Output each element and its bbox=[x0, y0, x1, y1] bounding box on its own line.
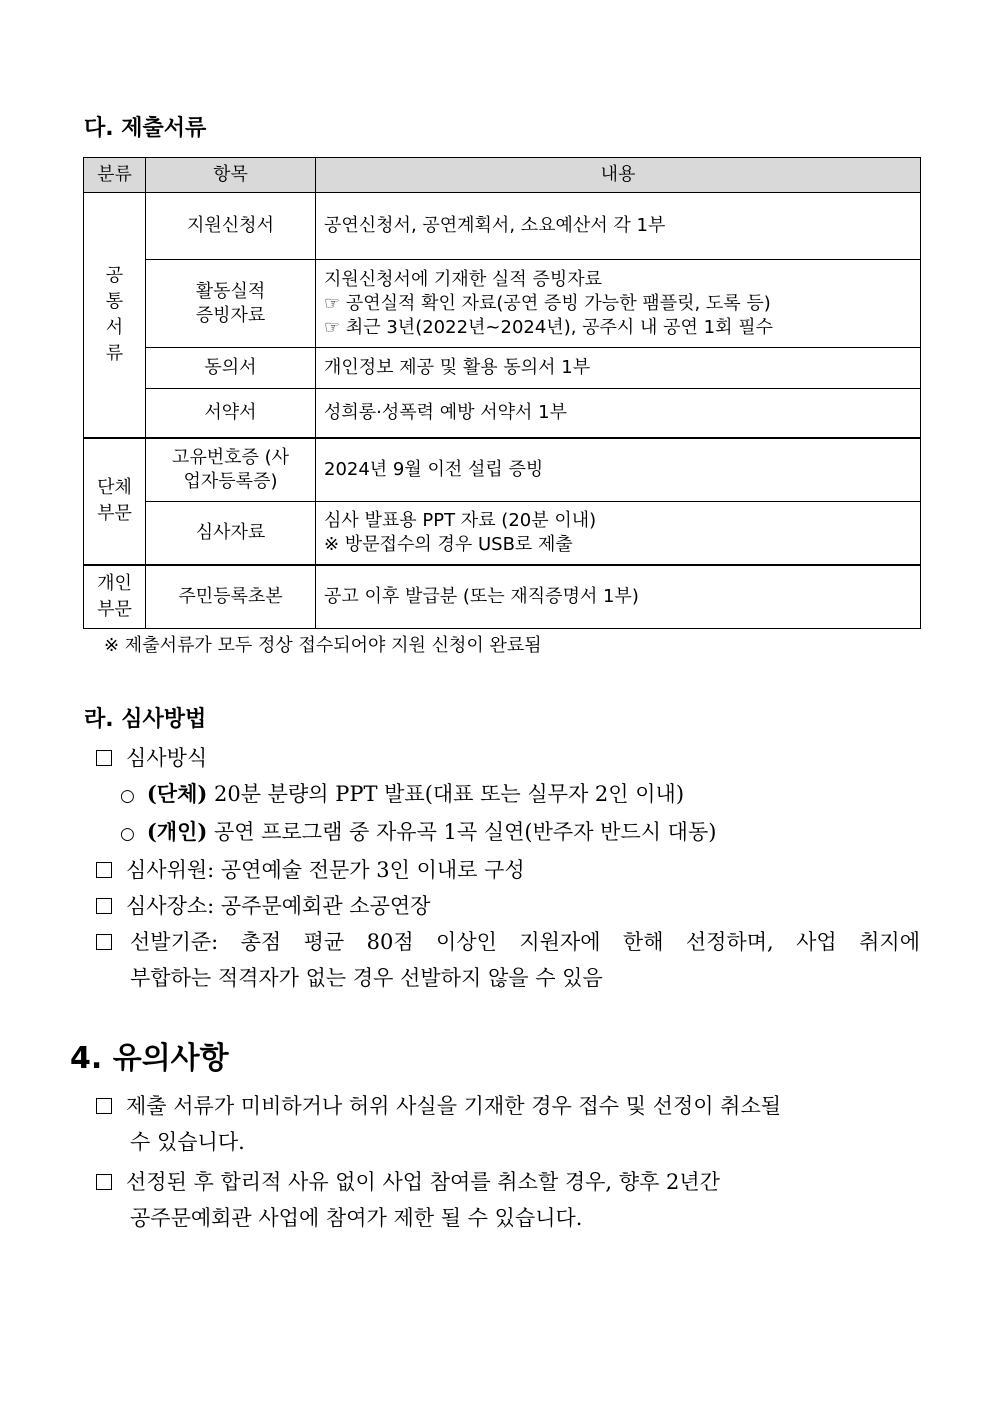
circle-bullet-icon: ○ bbox=[120, 824, 135, 844]
checkbox-icon bbox=[96, 862, 112, 878]
table-row bbox=[84, 565, 921, 629]
notice-item-2-cont: 공주문예회관 사업에 참여가 제한 될 수 있습니다. bbox=[130, 1206, 583, 1230]
section-4-title: 4. 유의사항 bbox=[70, 1041, 229, 1076]
content-cell: 심사 발표용 PPT 자료 (20분 이내) ※ 방문접수의 경우 USB로 제출 bbox=[316, 502, 921, 565]
category-group: 단체 부문 bbox=[84, 438, 146, 565]
submission-note: ※ 제출서류가 모두 정상 접수되어야 지원 신청이 완료됨 bbox=[104, 635, 542, 656]
header-category: 분류 bbox=[84, 158, 146, 193]
checkbox-icon bbox=[96, 898, 112, 914]
criteria-line: 선발기준: 총점 평균 80점 이상인 지원자에 한해 선정하며, 사업 취지에 bbox=[96, 924, 920, 960]
table-row bbox=[84, 502, 921, 565]
criteria-line-2: 부합하는 적격자가 없는 경우 선발하지 않을 수 있음 bbox=[130, 966, 603, 990]
item-cell: 고유번호증 (사업자등록증) bbox=[146, 438, 316, 502]
review-method-block bbox=[96, 740, 920, 996]
category-common: 공통서류 bbox=[84, 193, 146, 438]
table-row bbox=[84, 193, 921, 260]
item-cell: 동의서 bbox=[146, 348, 316, 389]
judges-line: 심사위원: 공연예술 전문가 3인 이내로 구성 bbox=[96, 852, 920, 888]
table-row bbox=[84, 348, 921, 389]
content-cell: 2024년 9월 이전 설립 증빙 bbox=[316, 438, 921, 502]
table-header-row bbox=[84, 158, 921, 193]
notice-block bbox=[96, 1088, 781, 1236]
notice-item-2: 선정된 후 합리적 사유 없이 사업 참여를 취소할 경우, 향후 2년간 bbox=[96, 1164, 781, 1200]
method-item-group: ○ (단체) 20분 분량의 PPT 발표(대표 또는 실무자 2인 이내) bbox=[96, 776, 920, 814]
category-individual: 개인 부문 bbox=[84, 565, 146, 629]
item-cell: 심사자료 bbox=[146, 502, 316, 565]
checkbox-icon bbox=[96, 750, 112, 766]
venue-line: 심사장소: 공주문예회관 소공연장 bbox=[96, 888, 920, 924]
checkbox-icon bbox=[96, 1174, 112, 1190]
content-cell: 공연신청서, 공연계획서, 소요예산서 각 1부 bbox=[316, 193, 921, 260]
method-label-line: 심사방식 bbox=[96, 740, 920, 776]
content-cell: 지원신청서에 기재한 실적 증빙자료 ☞ 공연실적 확인 자료(공연 증빙 가능한 팸플릿, 도록 등) ☞ 최근 3년(2022년~2024년), 공주시 내 공연 1회 필수 bbox=[316, 260, 921, 348]
content-cell: 공고 이후 발급분 (또는 재직증명서 1부) bbox=[316, 565, 921, 629]
submission-documents-table bbox=[83, 157, 921, 629]
content-cell: 개인정보 제공 및 활용 동의서 1부 bbox=[316, 348, 921, 389]
header-content: 내용 bbox=[316, 158, 921, 193]
item-cell: 지원신청서 bbox=[146, 193, 316, 260]
checkbox-icon bbox=[96, 934, 112, 950]
notice-item-1-cont: 수 있습니다. bbox=[130, 1130, 245, 1154]
notice-item-1: 제출 서류가 미비하거나 허위 사실을 기재한 경우 접수 및 선정이 취소될 bbox=[96, 1088, 781, 1124]
method-item-individual: ○ (개인) 공연 프로그램 중 자유곡 1곡 실연(반주자 반드시 대동) bbox=[96, 814, 920, 852]
item-cell: 서약서 bbox=[146, 389, 316, 438]
section-d-title: 라. 심사방법 bbox=[84, 707, 207, 732]
section-c-title: 다. 제출서류 bbox=[84, 116, 207, 141]
item-cell: 활동실적 증빙자료 bbox=[146, 260, 316, 348]
content-cell: 성희롱·성폭력 예방 서약서 1부 bbox=[316, 389, 921, 438]
checkbox-icon bbox=[96, 1098, 112, 1114]
table-row bbox=[84, 260, 921, 348]
header-item: 항목 bbox=[146, 158, 316, 193]
table-row bbox=[84, 389, 921, 438]
table-row bbox=[84, 438, 921, 502]
item-cell: 주민등록초본 bbox=[146, 565, 316, 629]
circle-bullet-icon: ○ bbox=[120, 786, 135, 806]
